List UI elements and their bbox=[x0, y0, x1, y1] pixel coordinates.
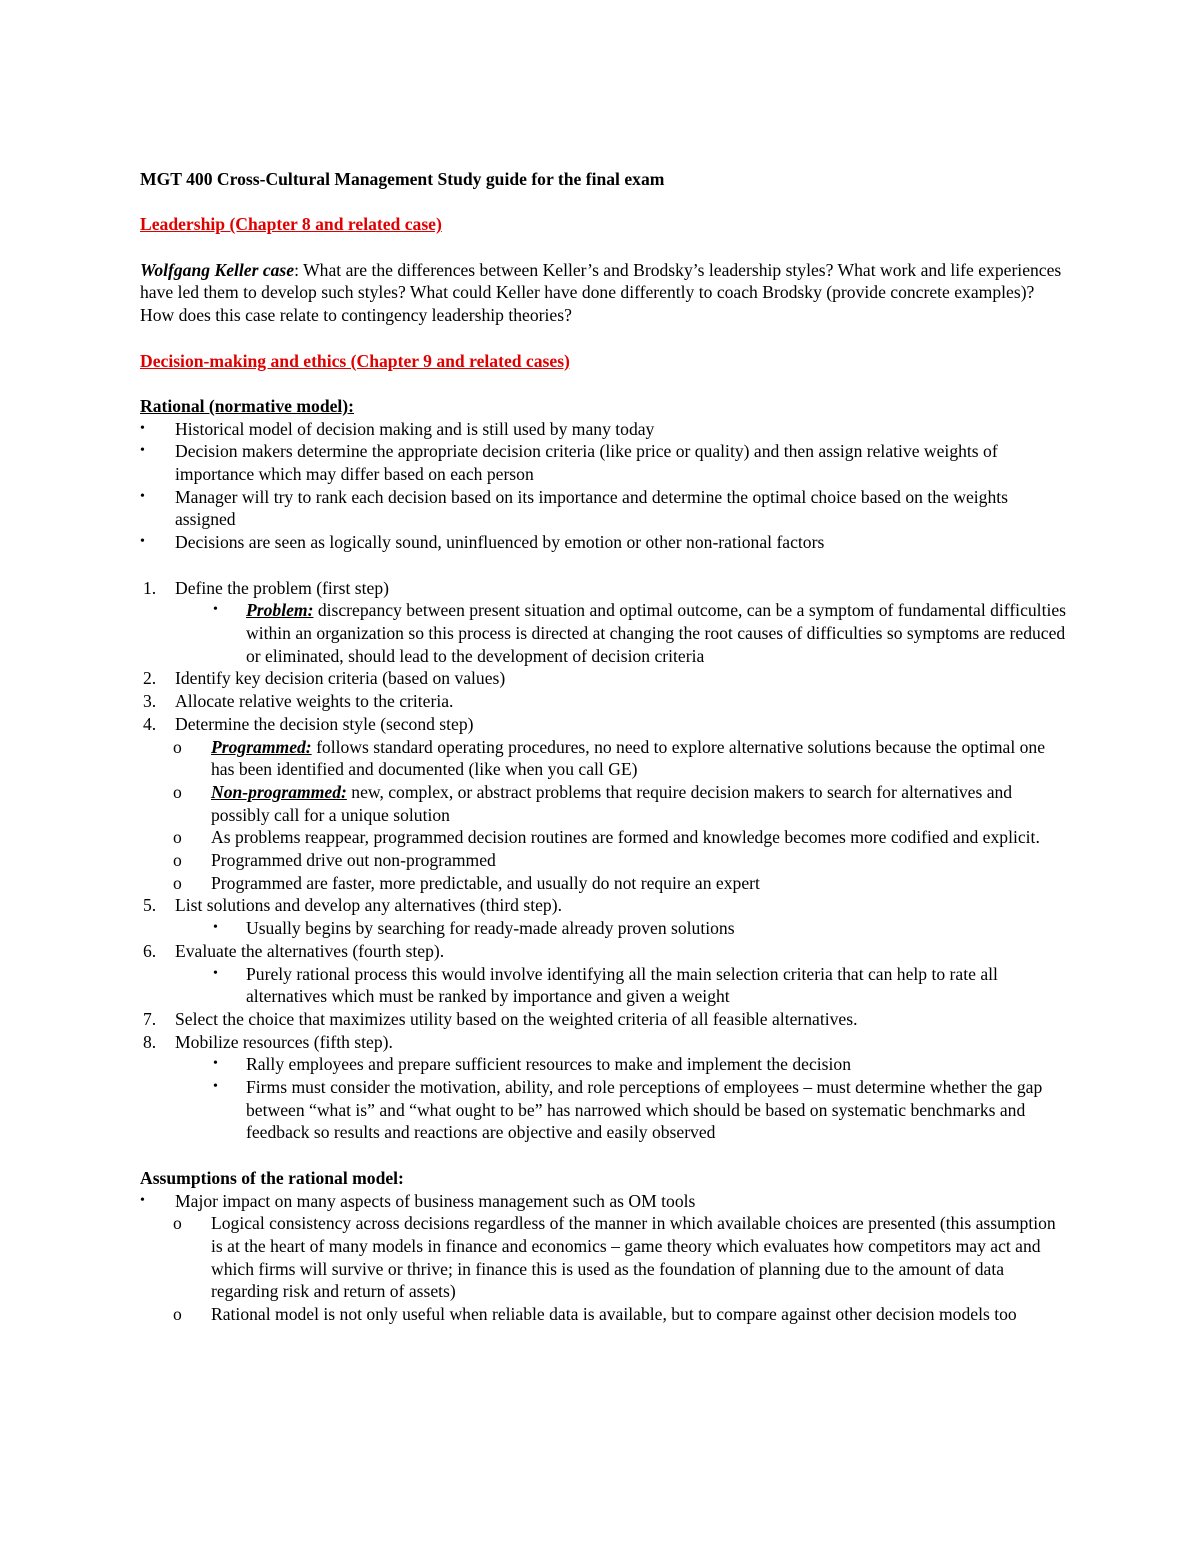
bullet-icon: • bbox=[140, 488, 145, 504]
bullet-icon: • bbox=[140, 420, 145, 436]
rational-heading: Rational (normative model): bbox=[140, 395, 355, 416]
numbered-step: 2. Identify key decision criteria (based on values) bbox=[143, 668, 506, 689]
numbered-step: 5. List solutions and develop any alternatives (third step). bbox=[143, 895, 562, 916]
circle-bullet-icon: o bbox=[173, 1304, 182, 1325]
list-item: o As problems reappear, programmed decision routines are formed and knowledge becomes more codified and explicit. bbox=[173, 827, 1040, 848]
document-page bbox=[140, 168, 1070, 1326]
case-colon: : bbox=[294, 259, 299, 280]
section-heading-leadership: Leadership (Chapter 8 and related case) bbox=[140, 214, 442, 235]
circle-bullet-icon: o bbox=[173, 781, 182, 802]
circle-bullet-icon: o bbox=[173, 736, 182, 757]
bullet-icon: • bbox=[213, 965, 218, 981]
numbered-step: 1. Define the problem (first step) bbox=[143, 577, 389, 598]
list-item: • Decisions are seen as logically sound, uninfluenced by emotion or other non-rational factors bbox=[140, 532, 825, 553]
circle-bullet-icon: o bbox=[173, 827, 182, 848]
numbered-step: 8. Mobilize resources (fifth step). bbox=[143, 1031, 393, 1052]
list-item: • Decision makers determine the appropriate decision criteria (like price or quality) and then assign relative weights of importance which may differ based on each person bbox=[140, 441, 998, 485]
bullet-icon: • bbox=[213, 920, 218, 936]
list-item: • Rally employees and prepare sufficient resources to make and implement the decision bbox=[213, 1054, 851, 1075]
bullet-icon: • bbox=[140, 1192, 145, 1208]
list-item: • Major impact on many aspects of business management such as OM tools bbox=[140, 1190, 696, 1211]
document-title: MGT 400 Cross-Cultural Management Study guide for the final exam bbox=[140, 169, 665, 189]
case-label: Wolfgang Keller case bbox=[140, 259, 295, 280]
list-item: o Non-programmed: new, complex, or abstract problems that require decision makers to search for alternatives and possibly call for a unique solution bbox=[173, 781, 1013, 825]
case-paragraph bbox=[140, 259, 1070, 327]
circle-bullet-icon: o bbox=[173, 872, 182, 893]
list-item: • Manager will try to rank each decision based on its importance and determine the optimal choice based on the weights assigned bbox=[140, 486, 1008, 530]
section-heading-decision-making: Decision-making and ethics (Chapter 9 and related cases) bbox=[140, 350, 570, 371]
circle-bullet-icon: o bbox=[173, 850, 182, 871]
list-item: • Purely rational process this would involve identifying all the main selection criteria that can help to rate all alternatives which must be ranked by importance and given a weight bbox=[213, 963, 998, 1007]
bullet-icon: • bbox=[213, 1056, 218, 1072]
list-item: • Problem: discrepancy between present situation and optimal outcome, can be a symptom of fundamental difficulties within an organization so this process is directed at changing the root causes of difficulties so symptoms are reduced or eliminated, should lead to the development of decision criteria bbox=[213, 600, 1066, 666]
numbered-step: 4. Determine the decision style (second step) bbox=[143, 713, 474, 734]
list-item: • Firms must consider the motivation, ability, and role perceptions of employees – must determine whether the gap between “what is” and “what ought to be” has narrowed which should be based on systematic benchmarks and feedback so results and reactions are objective and easily observed bbox=[213, 1077, 1043, 1143]
numbered-step: 7. Select the choice that maximizes utility based on the weighted criteria of all feasible alternatives. bbox=[143, 1008, 858, 1029]
bullet-icon: • bbox=[213, 602, 218, 618]
case-text: What are the differences between Keller’s and Brodsky’s leadership styles? What work and life experiences have led them to develop such styles? What could Keller have done differently to coach Brodsky (provide concrete examples)? How does this case relate to contingency leadership theories? bbox=[140, 259, 1062, 326]
assumptions-heading: Assumptions of the rational model: bbox=[140, 1167, 404, 1188]
numbered-step: 6. Evaluate the alternatives (fourth step). bbox=[143, 940, 445, 961]
list-item: • Usually begins by searching for ready-made already proven solutions bbox=[213, 918, 735, 939]
bullet-icon: • bbox=[213, 1079, 218, 1095]
circle-bullet-icon: o bbox=[173, 1213, 182, 1234]
list-item: o Rational model is not only useful when reliable data is available, but to compare against other decision models too bbox=[173, 1304, 1017, 1325]
numbered-step: 3. Allocate relative weights to the criteria. bbox=[143, 691, 454, 712]
list-item: o Programmed drive out non-programmed bbox=[173, 850, 496, 871]
list-item: • Historical model of decision making and is still used by many today bbox=[140, 418, 655, 439]
list-item: o Programmed: follows standard operating procedures, no need to explore alternative solutions because the optimal one has been identified and documented (like when you call GE) bbox=[173, 736, 1046, 780]
bullet-icon: • bbox=[140, 534, 145, 550]
bullet-icon: • bbox=[140, 443, 145, 459]
list-item: o Programmed are faster, more predictable, and usually do not require an expert bbox=[173, 872, 760, 893]
list-item: o Logical consistency across decisions regardless of the manner in which available choices are presented (this assumption is at the heart of many models in finance and economics – game theory which evaluates how competitors may act and which firms will survive or thrive; in finance this is used as the foundation of planning due to the amount of data regarding risk and return of assets) bbox=[173, 1213, 1056, 1302]
